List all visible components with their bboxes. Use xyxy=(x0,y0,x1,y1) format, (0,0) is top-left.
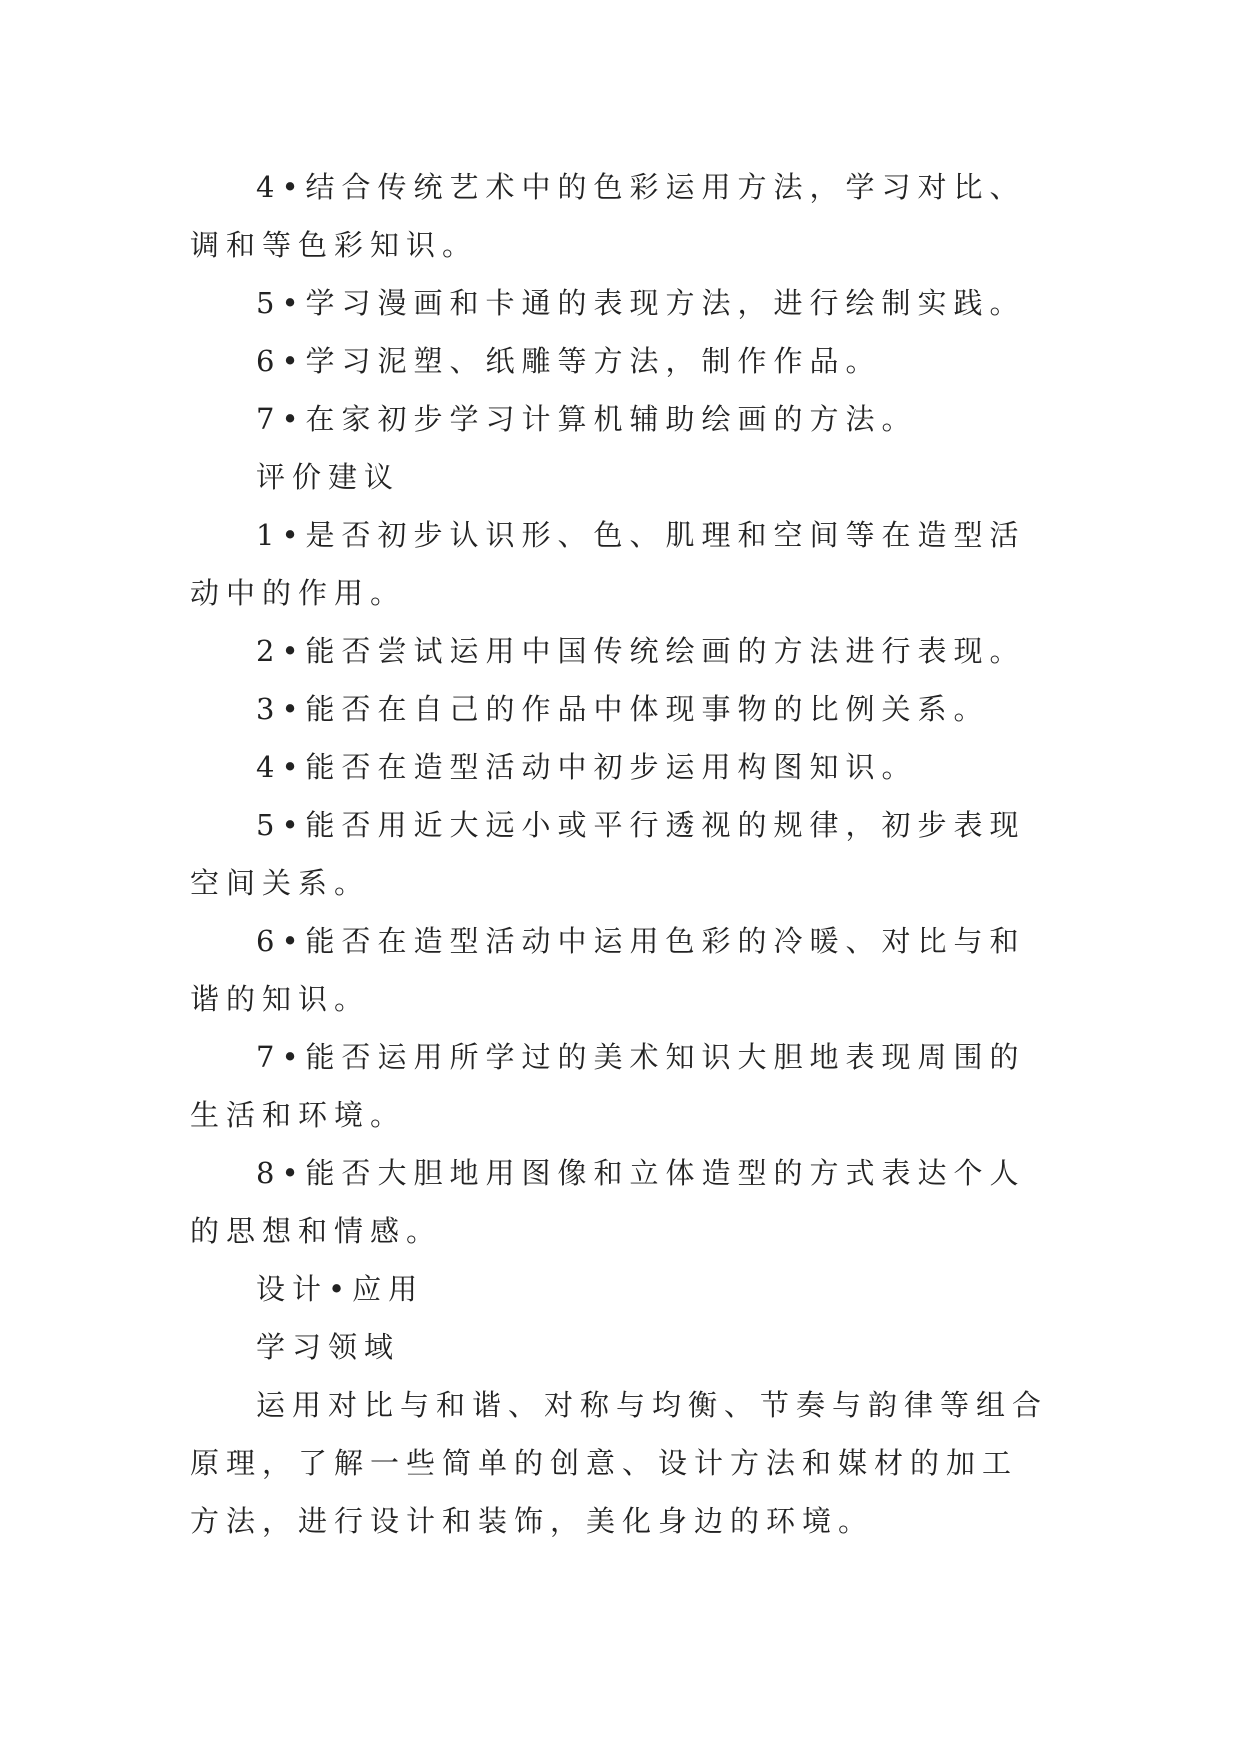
section-heading-design-application: 设计•应用 xyxy=(256,1272,425,1306)
paragraph-computer-drawing: 7•在家初步学习计算机辅助绘画的方法。 xyxy=(256,402,918,436)
evaluation-item-7: 7•能否运用所学过的美术知识大胆地表现周围的生活和环境。 xyxy=(190,1040,1026,1132)
evaluation-item-2: 2•能否尝试运用中国传统绘画的方法进行表现。 xyxy=(256,634,1026,668)
evaluation-item-6: 6•能否在造型活动中运用色彩的冷暖、对比与和谐的知识。 xyxy=(190,924,1026,1016)
paragraph-comics-cartoon: 5•学习漫画和卡通的表现方法，进行绘制实践。 xyxy=(256,286,1026,320)
evaluation-item-8: 8•能否大胆地用图像和立体造型的方式表达个人的思想和情感。 xyxy=(190,1156,1026,1248)
evaluation-item-3: 3•能否在自己的作品中体现事物的比例关系。 xyxy=(256,692,990,726)
paragraph-design-principles: 运用对比与和谐、对称与均衡、节奏与韵律等组合原理，了解一些简单的创意、设计方法和媒材的加工方法，进行设计和装饰，美化身边的环境。 xyxy=(190,1388,1049,1538)
evaluation-item-1: 1•是否初步认识形、色、肌理和空间等在造型活动中的作用。 xyxy=(190,518,1026,610)
paragraph-color-knowledge: 4•结合传统艺术中的色彩运用方法，学习对比、调和等色彩知识。 xyxy=(190,170,1026,262)
section-heading-learning-field: 学习领域 xyxy=(256,1330,401,1364)
evaluation-item-5: 5•能否用近大远小或平行透视的规律，初步表现空间关系。 xyxy=(190,808,1026,900)
evaluation-item-4: 4•能否在造型活动中初步运用构图知识。 xyxy=(256,750,918,784)
section-heading-evaluation: 评价建议 xyxy=(256,460,401,494)
document-body xyxy=(190,158,1050,1550)
paragraph-clay-paper-sculpture: 6•学习泥塑、纸雕等方法，制作作品。 xyxy=(256,344,882,378)
